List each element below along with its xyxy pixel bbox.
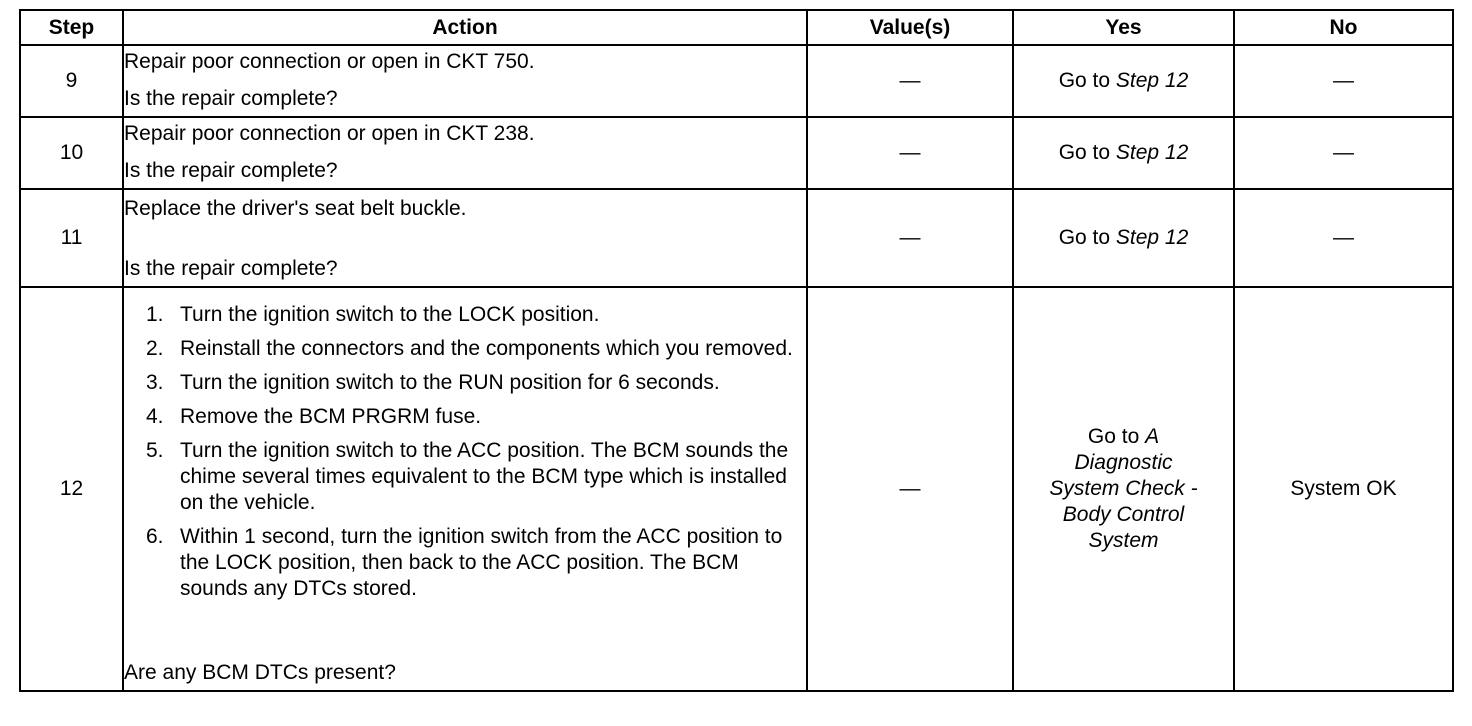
- header-values: Value(s): [807, 10, 1013, 45]
- value-cell: —: [807, 45, 1013, 117]
- header-yes: Yes: [1013, 10, 1234, 45]
- yes-cell: [1013, 287, 1234, 691]
- action-cell: [123, 189, 807, 287]
- substep-number: 4.: [146, 405, 164, 428]
- yes-link-line[interactable]: Diagnostic: [1074, 451, 1173, 474]
- action-cell: [123, 287, 807, 691]
- step-number: 11: [20, 189, 123, 287]
- no-cell: —: [1234, 189, 1453, 287]
- substep-number: 5.: [146, 439, 164, 462]
- action-text: Replace the driver's seat belt buckle.: [124, 197, 467, 220]
- substep-number: 2.: [146, 337, 164, 360]
- no-cell: —: [1234, 117, 1453, 189]
- diagnostic-table: [19, 9, 1454, 692]
- no-cell: System OK: [1234, 287, 1453, 691]
- action-cell: [123, 117, 807, 189]
- yes-prefix: Go to: [1058, 141, 1116, 164]
- header-action: Action: [123, 10, 807, 45]
- substep-text: Turn the ignition switch to the LOCK position.: [180, 303, 600, 326]
- value-cell: —: [807, 287, 1013, 691]
- substep-text: Turn the ignition switch to the ACC position. The BCM sounds the chime several times equivalent to the BCM type which is installed on the vehicle.: [180, 439, 789, 514]
- substep-number: 6.: [146, 525, 164, 548]
- substep-text: Reinstall the connectors and the components which you removed.: [180, 337, 793, 360]
- yes-link-line[interactable]: System Check -: [1049, 477, 1198, 500]
- substep-text: Within 1 second, turn the ignition switch from the ACC position to the LOCK position, then back to the ACC position. The BCM sounds any DTCs stored.: [180, 525, 783, 600]
- yes-cell: [1013, 189, 1234, 287]
- yes-step-link[interactable]: Step 12: [1115, 226, 1189, 249]
- substep-text: Remove the BCM PRGRM fuse.: [180, 405, 482, 428]
- list-item: [146, 438, 806, 516]
- step-number: 12: [20, 287, 123, 691]
- substep-number: 3.: [146, 371, 164, 394]
- header-row: [20, 10, 1453, 45]
- action-question: Is the repair complete?: [124, 257, 338, 280]
- action-text: Repair poor connection or open in CKT 750.: [124, 50, 535, 73]
- substep-text: Turn the ignition switch to the RUN position for 6 seconds.: [180, 371, 720, 394]
- no-cell: —: [1234, 45, 1453, 117]
- action-question: Is the repair complete?: [124, 159, 338, 182]
- yes-cell: [1013, 45, 1234, 117]
- yes-link-line[interactable]: Body Control: [1062, 503, 1185, 526]
- yes-prefix: Go to: [1058, 69, 1116, 92]
- action-cell: [123, 45, 807, 117]
- table-row: [20, 45, 1453, 117]
- table-row: [20, 287, 1453, 691]
- substep-number: 1.: [146, 303, 164, 326]
- yes-step-link[interactable]: Step 12: [1115, 141, 1189, 164]
- table-row: [20, 117, 1453, 189]
- action-text: Repair poor connection or open in CKT 238.: [124, 122, 535, 145]
- value-cell: —: [807, 117, 1013, 189]
- list-item: [146, 524, 806, 602]
- yes-prefix: Go to: [1087, 425, 1146, 448]
- action-question: Are any BCM DTCs present?: [124, 661, 396, 684]
- substep-list: [124, 302, 806, 602]
- yes-prefix: Go to: [1058, 226, 1116, 249]
- table-row: [20, 189, 1453, 287]
- yes-link-line[interactable]: A: [1145, 425, 1160, 448]
- step-number: 10: [20, 117, 123, 189]
- yes-link-line[interactable]: System: [1088, 529, 1159, 552]
- header-step: Step: [20, 10, 123, 45]
- yes-cell: [1013, 117, 1234, 189]
- header-no: No: [1234, 10, 1453, 45]
- list-item: [146, 302, 806, 328]
- action-question: Is the repair complete?: [124, 87, 338, 110]
- value-cell: —: [807, 189, 1013, 287]
- list-item: [146, 370, 806, 396]
- list-item: [146, 404, 806, 430]
- yes-step-link[interactable]: Step 12: [1115, 69, 1189, 92]
- step-number: 9: [20, 45, 123, 117]
- list-item: [146, 336, 806, 362]
